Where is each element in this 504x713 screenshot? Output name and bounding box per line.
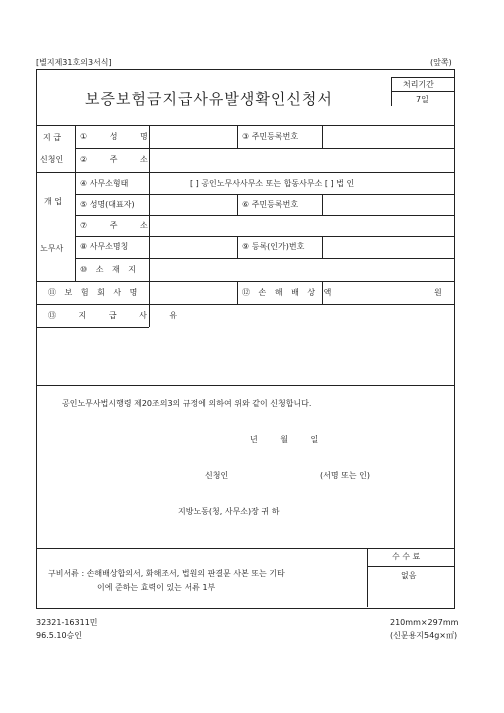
applicant-rrn-field[interactable] (323, 127, 453, 147)
grid-line (75, 236, 454, 237)
signature-label: 신청인 (205, 471, 229, 480)
page-side: (앞쪽) (430, 58, 452, 67)
office-type-options[interactable]: [ ] 공인노무사사무소 또는 합동사무소 [ ] 법 인 (190, 179, 355, 188)
footer-paper-size: 210mm×297mm (390, 618, 459, 627)
footer-paper-type: (신문용지54g×㎡) (390, 631, 458, 640)
applicant-name-label: ① 성 명 (80, 132, 158, 141)
grid-line (237, 236, 238, 258)
grid-line (36, 125, 454, 126)
attorney-name-field[interactable] (150, 196, 236, 214)
grid-line (75, 215, 454, 216)
required-documents-1: 구비서류 : 손해배상합의서, 화해조서, 법원의 판결문 사본 또는 기타 (48, 569, 285, 578)
reason-label: ⑬ 지 급 사 유 (48, 311, 188, 320)
grid-line (36, 172, 454, 173)
registration-label: ⑨ 등록(인가)번호 (242, 242, 305, 251)
insurer-field[interactable] (150, 283, 236, 303)
office-type-label: ④ 사무소형태 (80, 179, 129, 188)
applicant-rrn-label: ③ 주민등록번호 (242, 132, 299, 141)
attorney-rrn-label: ⑥ 주민등록번호 (242, 200, 299, 209)
grid-line (237, 125, 238, 149)
fee-box-left (367, 548, 368, 607)
attorney-label-1: 개 업 (44, 197, 62, 206)
location-field[interactable] (150, 260, 453, 280)
declaration-text: 공인노무사법시행령 제20조의3의 규정에 의하여 위와 같이 신청합니다. (62, 399, 312, 408)
date-line: 년 월 일 (250, 435, 329, 444)
applicant-address-field[interactable] (150, 150, 453, 171)
grid-line (36, 281, 454, 282)
damages-unit: 원 (434, 288, 442, 297)
form-code: [별지제31호의3서식] (36, 58, 112, 67)
grid-line (36, 327, 149, 328)
form-title: 보증보험금지급사유발생확인신청서 (85, 90, 333, 108)
footer-code: 32321-16311민 (36, 618, 98, 627)
grid-line (75, 148, 454, 149)
attorney-rrn-field[interactable] (323, 196, 453, 214)
applicant-label-1: 지 급 (43, 133, 61, 142)
grid-line (75, 125, 76, 281)
fee-value: 없음 (401, 571, 417, 580)
grid-line (75, 258, 454, 259)
attorney-address-label: ⑦ 주 소 (80, 221, 158, 230)
fee-divider (367, 566, 454, 567)
processing-box-top (391, 77, 454, 78)
location-label: ⑩ 소 재 지 (80, 265, 139, 274)
applicant-address-label: ② 주 소 (80, 155, 158, 164)
processing-divider (391, 91, 454, 92)
grid-line (237, 194, 238, 215)
reason-field[interactable] (37, 329, 453, 384)
insurer-label: ⑪ 보 험 회 사 명 (48, 288, 141, 297)
grid-line (36, 304, 454, 305)
processing-value: 7일 (416, 95, 429, 104)
grid-line (36, 548, 454, 549)
attorney-name-label: ⑤ 성명(대표자) (80, 200, 135, 209)
applicant-name-field[interactable] (150, 127, 236, 147)
fee-label: 수 수 료 (392, 552, 421, 561)
office-name-field[interactable] (150, 238, 236, 257)
footer-approval: 96.5.10승인 (36, 631, 82, 640)
registration-field[interactable] (323, 238, 453, 257)
grid-line (75, 194, 454, 195)
required-documents-2: 이에 준하는 효력이 있는 서류 1부 (97, 583, 216, 592)
signature-hint: (서명 또는 인) (320, 471, 370, 480)
damages-label: ⑫ 손 해 배 상 액 (242, 288, 335, 297)
grid-line (237, 281, 238, 304)
attorney-address-field[interactable] (150, 217, 453, 235)
addressee: 지방노동(청, 사무소)장 귀 하 (178, 507, 280, 516)
damages-field[interactable] (323, 283, 428, 303)
processing-box-left (391, 77, 392, 106)
applicant-label-2: 신청인 (40, 155, 64, 164)
attorney-label-2: 노무사 (40, 244, 64, 253)
office-name-label: ⑧ 사무소명칭 (80, 242, 129, 251)
processing-label: 처리기간 (403, 80, 434, 89)
grid-line (36, 385, 454, 386)
